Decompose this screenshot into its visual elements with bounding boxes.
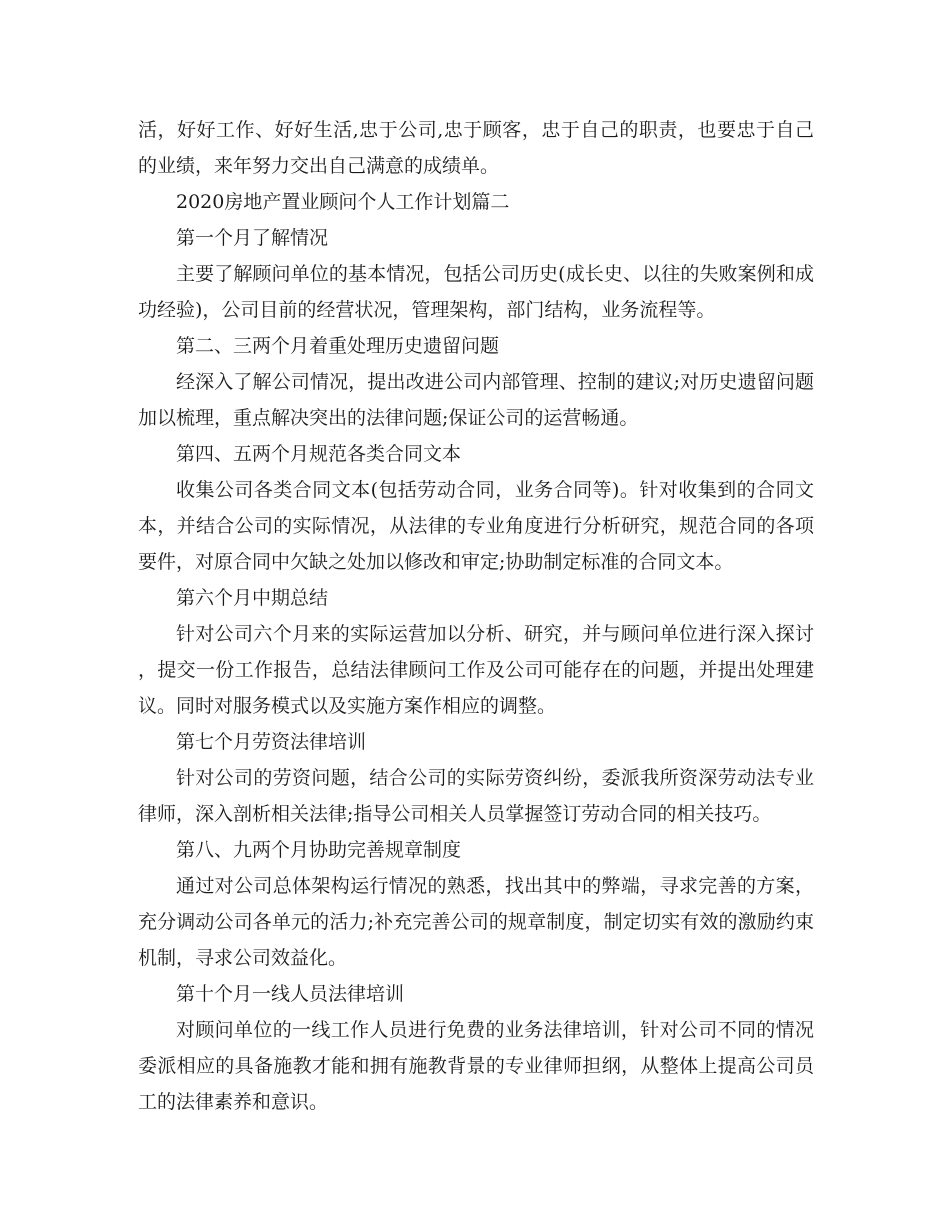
paragraph: 通过对公司总体架构运行情况的熟悉，找出其中的弊端，寻求完善的方案，充分调动公司各单元的活力;补充完善公司的规章制度，制定切实有效的激励约束机制，寻求公司效益化。 — [138, 875, 814, 969]
section-title: 2020房地产置业顾问个人工作计划篇二 — [176, 191, 510, 213]
paragraph: 经深入了解公司情况，提出改进公司内部管理、控制的建议;对历史遗留问题加以梳理，重点解决突出的法律问题;保证公司的运营畅通。 — [138, 371, 814, 429]
paragraph: 收集公司各类合同文本(包括劳动合同，业务合同等)。针对收集到的合同文本，并结合公司的实际情况，从法律的专业角度进行分析研究，规范合同的各项要件，对原合同中欠缺之处加以修改和审定;协助制定标准的合同文本。 — [138, 479, 814, 573]
paragraph: 针对公司的劳资问题，结合公司的实际劳资纠纷，委派我所资深劳动法专业律师，深入剖析相关法律;指导公司相关人员掌握签订劳动合同的相关技巧。 — [138, 767, 814, 825]
paragraph-heading: 第四、五两个月规范各类合同文本 — [176, 443, 462, 465]
paragraph-heading: 第七个月劳资法律培训 — [176, 731, 367, 753]
paragraph: 针对公司六个月来的实际运营加以分析、研究，并与顾问单位进行深入探讨，提交一份工作报告，总结法律顾问工作及公司可能存在的问题，并提出处理建议。同时对服务模式以及实施方案作相应的调整。 — [138, 623, 814, 717]
paragraph-heading: 第八、九两个月协助完善规章制度 — [176, 839, 462, 861]
document-body — [138, 112, 814, 1120]
paragraph-heading: 第二、三两个月着重处理历史遗留问题 — [176, 335, 500, 357]
paragraph: 对顾问单位的一线工作人员进行免费的业务法律培训，针对公司不同的情况委派相应的具备施教才能和拥有施教背景的专业律师担纲，从整体上提高公司员工的法律素养和意识。 — [138, 1019, 814, 1113]
paragraph-heading: 第一个月了解情况 — [176, 227, 329, 249]
paragraph-heading: 第六个月中期总结 — [176, 587, 329, 609]
paragraph-heading: 第十个月一线人员法律培训 — [176, 983, 405, 1005]
paragraph: 活，好好工作、好好生活,忠于公司,忠于顾客，忠于自己的职责，也要忠于自己的业绩，来年努力交出自己满意的成绩单。 — [138, 119, 814, 177]
paragraph: 主要了解顾问单位的基本情况，包括公司历史(成长史、以往的失败案例和成功经验)，公司目前的经营状况，管理架构，部门结构，业务流程等。 — [138, 263, 814, 321]
